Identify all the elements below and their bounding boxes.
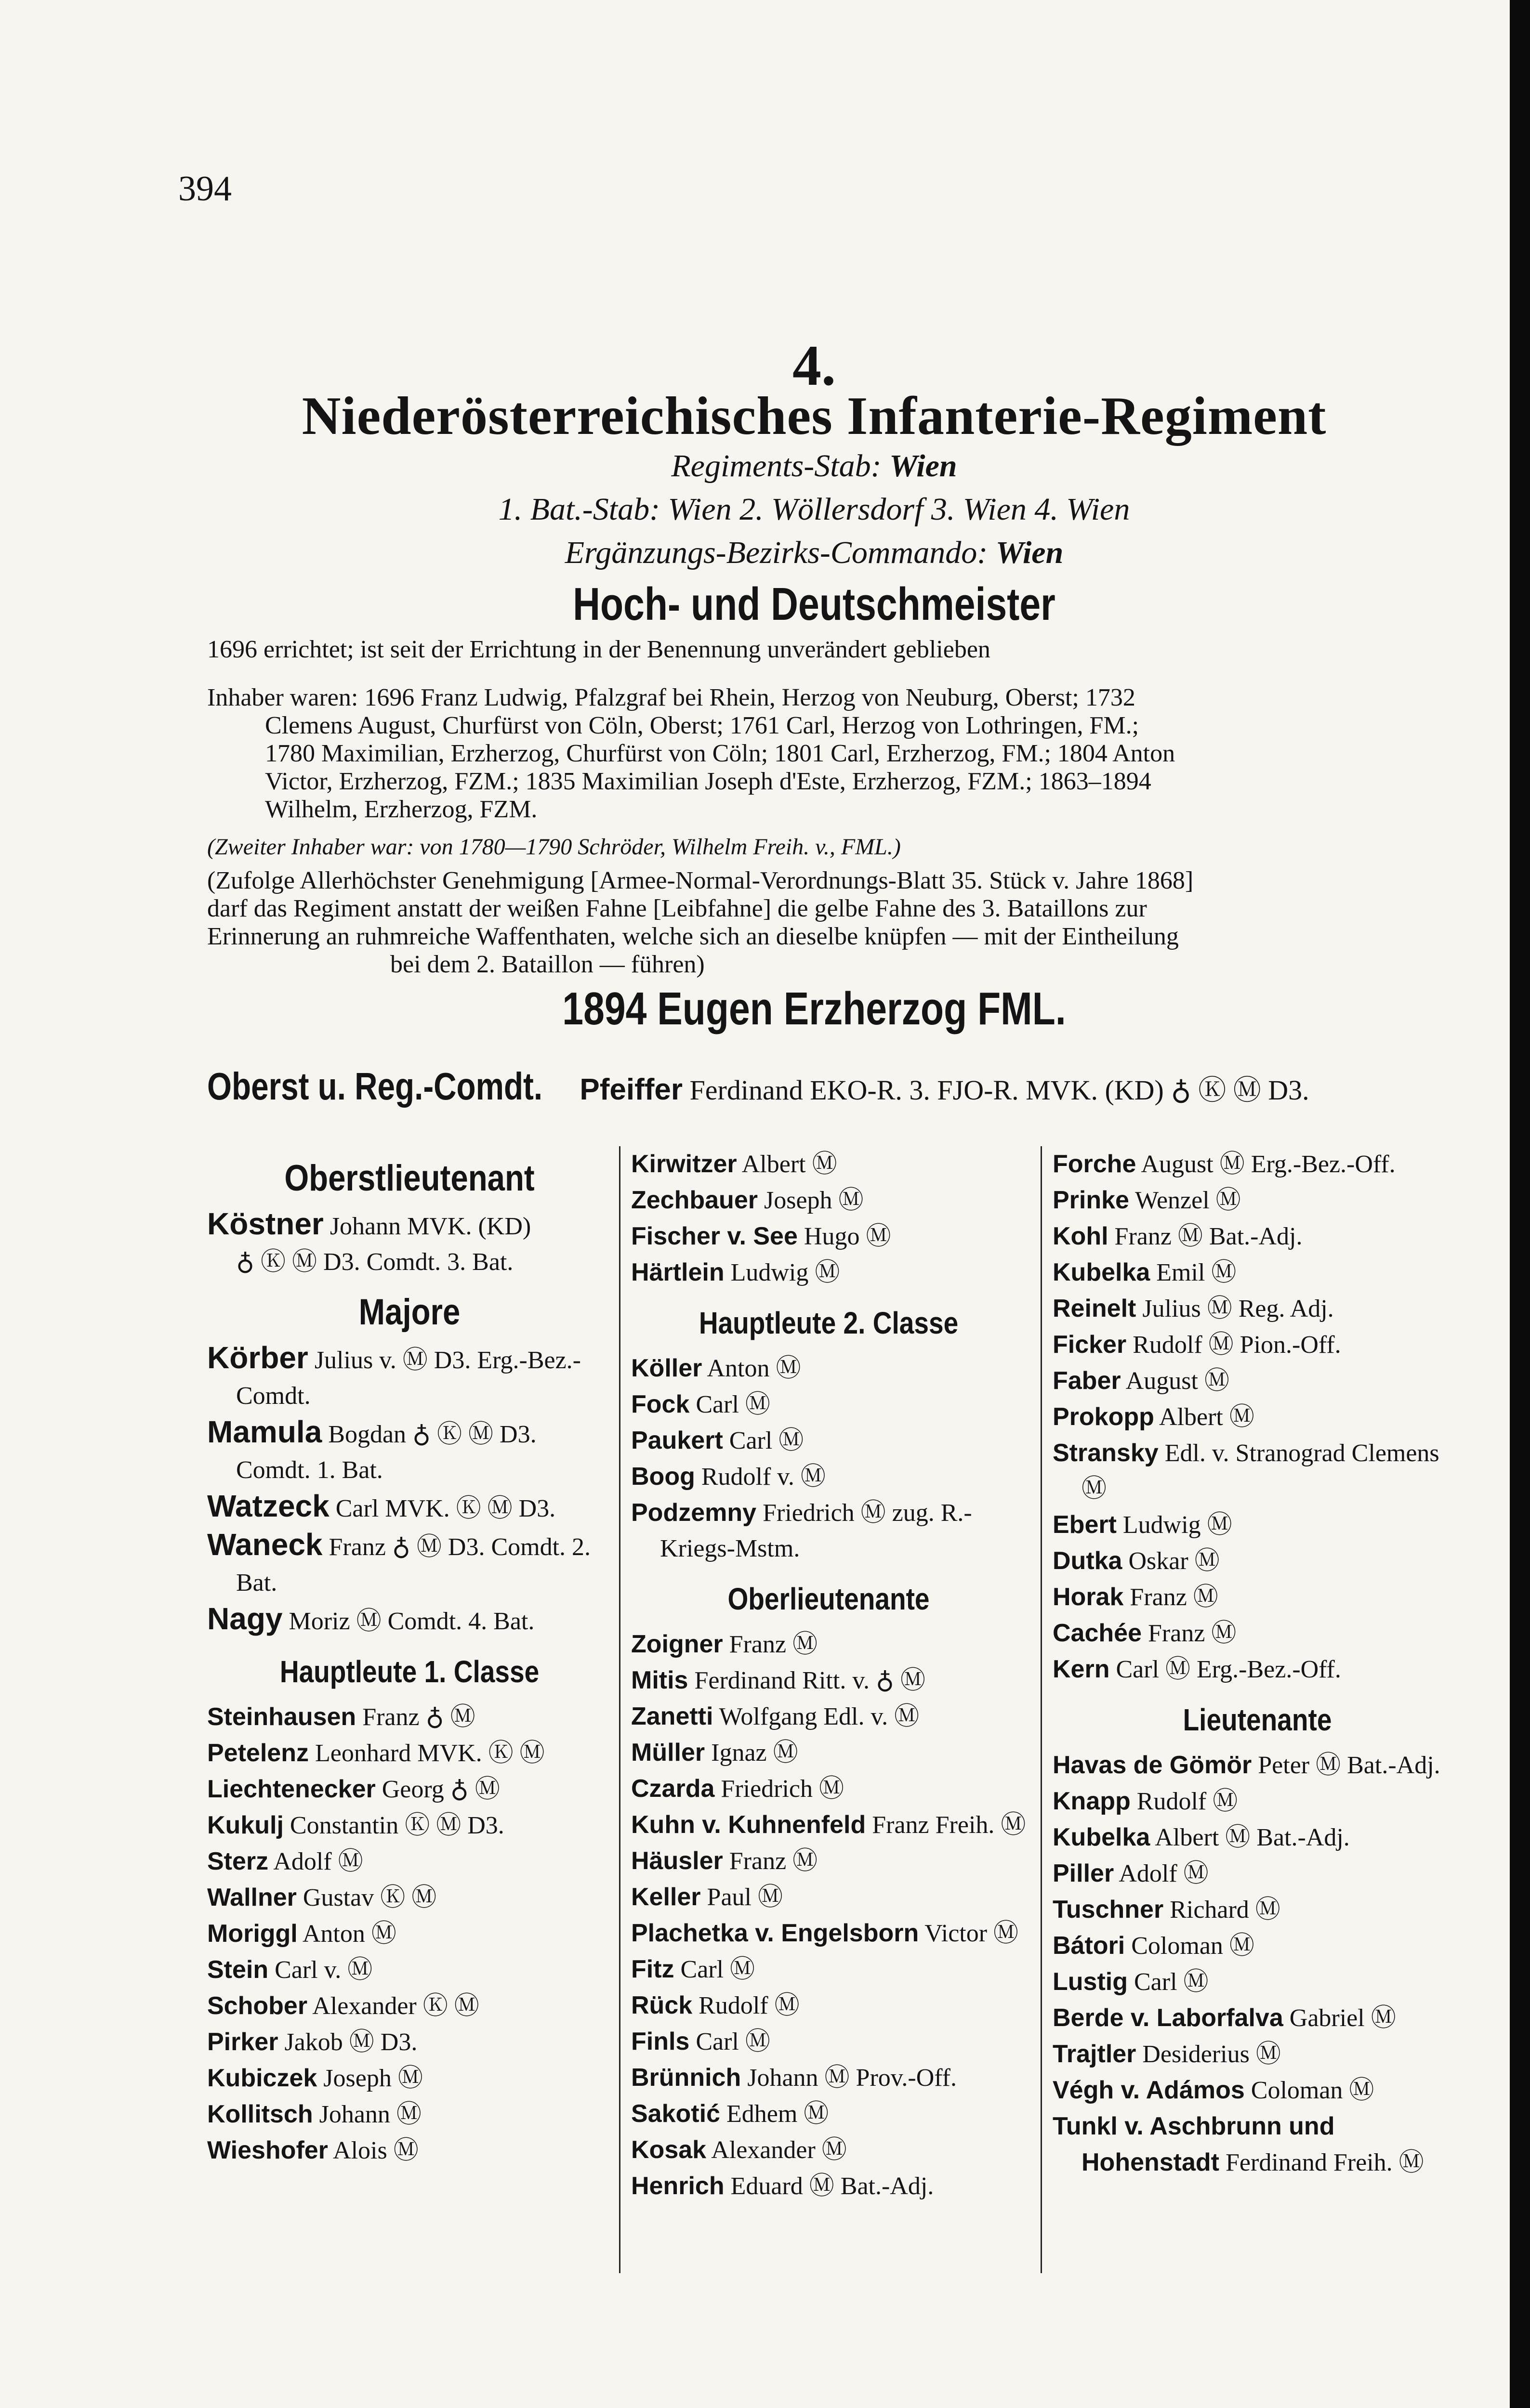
entry-surname: Moriggl bbox=[207, 1920, 298, 1948]
entry-lieutenant bbox=[1053, 2036, 1462, 2072]
entry-details: Joseph Ⓜ bbox=[317, 2065, 423, 2092]
entry-details: Constantin Ⓚ Ⓜ D3. bbox=[283, 1812, 504, 1839]
entry-oberstlieutenant bbox=[207, 1244, 612, 1280]
entry-surname: Wieshofer bbox=[207, 2136, 328, 2164]
entry-details: Alexander Ⓚ Ⓜ bbox=[307, 1992, 479, 2020]
entry-oberlieutenant bbox=[631, 1735, 1026, 1771]
entry-surname: Kosak bbox=[631, 2136, 707, 2164]
entry-surname: Mamula bbox=[207, 1414, 322, 1449]
entry-hauptmann-1 bbox=[207, 1735, 612, 1771]
entry-details: Gustav Ⓚ Ⓜ bbox=[296, 1884, 437, 1911]
entry-surname: Fitz bbox=[631, 1955, 674, 1983]
entry-details: Wenzel Ⓜ bbox=[1129, 1187, 1241, 1214]
entry-details: Franz Ⓜ Bat.-Adj. bbox=[1108, 1223, 1303, 1250]
entry-surname: Fock bbox=[631, 1390, 690, 1418]
entry-details: Adolf Ⓜ bbox=[1114, 1860, 1209, 1887]
entry-details: Johann MVK. (KD) bbox=[323, 1213, 531, 1240]
entry-surname: Pirker bbox=[207, 2028, 278, 2056]
entry-oberlieutenant bbox=[631, 1699, 1026, 1735]
entry-hauptmann-2 bbox=[631, 1387, 1026, 1423]
entry-hauptmann-1 bbox=[207, 1699, 612, 1735]
entry-surname: Trajtler bbox=[1053, 2040, 1136, 2068]
entry-surname: Zanetti bbox=[631, 1702, 713, 1730]
entry-lieutenant bbox=[1053, 2000, 1462, 2036]
entry-details: Adolf Ⓜ bbox=[268, 1848, 363, 1875]
entry-hauptmann-1 bbox=[207, 2024, 612, 2060]
entry-surname: Kubiczek bbox=[207, 2064, 317, 2092]
entry-oberlieutenant bbox=[1053, 1543, 1462, 1579]
entry-surname: Köstner bbox=[207, 1206, 324, 1241]
entry-hauptmann-1 bbox=[631, 1218, 1026, 1255]
regiments-stab bbox=[145, 448, 1484, 484]
entry-details: Gabriel Ⓜ bbox=[1283, 2004, 1396, 2032]
entry-details: Franz Ⓜ bbox=[1123, 1584, 1218, 1611]
entry-details: Julius v. Ⓜ D3. Erg.-Bez.-Comdt. bbox=[236, 1347, 581, 1410]
zufolge-line: (Zufolge Allerhöchster Genehmigung [Armee-Normal-Verordnungs-Blatt 35. Stück v. Jahre 1868] bbox=[207, 867, 1194, 894]
entry-major bbox=[207, 1527, 612, 1601]
entry-details: Edhem Ⓜ bbox=[720, 2100, 829, 2128]
entry-surname: Knapp bbox=[1053, 1787, 1131, 1815]
entry-details: Oskar Ⓜ bbox=[1122, 1547, 1220, 1575]
entry-oberlieutenant bbox=[631, 1626, 1026, 1662]
entry-surname: Körber bbox=[207, 1340, 308, 1375]
entry-lieutenant bbox=[1053, 1819, 1462, 1856]
zufolge-line: darf das Regiment anstatt der weißen Fahne [Leibfahne] die gelbe Fahne des 3. Bataillons zur bbox=[207, 895, 1147, 922]
entry-details: Jakob Ⓜ D3. bbox=[278, 2028, 418, 2056]
entry-details: Johann Ⓜ Prov.-Off. bbox=[741, 2064, 957, 2092]
entry-surname: Kuhn v. Kuhnenfeld bbox=[631, 1811, 866, 1839]
entry-hauptmann-2 bbox=[631, 1423, 1026, 1459]
entry-surname: Ficker bbox=[1053, 1331, 1127, 1359]
entry-surname: Czarda bbox=[631, 1775, 715, 1803]
entry-surname: Müller bbox=[631, 1739, 705, 1767]
entry-details: Franz Freih. Ⓜ bbox=[866, 1811, 1026, 1839]
entry-oberlieutenant bbox=[631, 1771, 1026, 1807]
entry-oberlieutenant bbox=[631, 2060, 1026, 2096]
entry-hauptmann-1 bbox=[207, 1952, 612, 1988]
entry-oberlieutenant bbox=[631, 2096, 1026, 2132]
entry-details: Georg ♁ Ⓜ bbox=[375, 1776, 500, 1803]
zweiter-inhaber: (Zweiter Inhaber war: von 1780—1790 Schröder, Wilhelm Freih. v., FML.) bbox=[207, 834, 901, 860]
entry-details: Coloman Ⓜ bbox=[1125, 1932, 1254, 1960]
entry-surname: Rück bbox=[631, 1991, 693, 2019]
entry-lieutenant bbox=[1053, 1747, 1462, 1783]
founded-line: 1696 errichtet; ist seit der Errichtung in der Benennung unverändert geblieben bbox=[207, 636, 990, 663]
entry-surname: Paukert bbox=[631, 1426, 723, 1454]
entry-oberstlieutenant bbox=[207, 1206, 612, 1244]
entry-details: Ludwig Ⓜ bbox=[724, 1259, 840, 1286]
entry-details: Friedrich Ⓜ bbox=[714, 1775, 844, 1803]
entry-oberlieutenant bbox=[1053, 1615, 1462, 1651]
entry-surname: Berde v. Laborfalva bbox=[1053, 2004, 1283, 2032]
heading-hauptleute-1: Hauptleute 1. Classe bbox=[279, 1654, 540, 1689]
page-number: 394 bbox=[178, 169, 232, 209]
entry-details: Paul Ⓜ bbox=[700, 1884, 783, 1911]
entry-surname: Härtlein bbox=[631, 1258, 725, 1286]
column-1 bbox=[207, 1146, 612, 2169]
entry-hauptmann-1 bbox=[207, 1880, 612, 1916]
entry-surname: Kubelka bbox=[1053, 1823, 1150, 1851]
entry-details: Coloman Ⓜ bbox=[1244, 2077, 1374, 2104]
entry-details: Carl Ⓜ bbox=[689, 1391, 770, 1418]
oberst-line bbox=[207, 1064, 1460, 1109]
entry-lieutenant bbox=[1053, 1892, 1462, 1928]
entry-oberlieutenant bbox=[631, 1988, 1026, 2024]
entry-surname: Kubelka bbox=[1053, 1258, 1150, 1286]
honorific-title: Hoch- und Deutschmeister bbox=[573, 578, 1055, 630]
inhaber-line: Clemens August, Churfürst von Cöln, Oberst; 1761 Carl, Herzog von Lothringen, FM.; bbox=[265, 712, 1139, 739]
entry-hauptmann-1 bbox=[207, 1916, 612, 1952]
heading-oberstlieutenant: Oberstlieutenant bbox=[284, 1158, 535, 1199]
entry-details: Carl v. Ⓜ bbox=[268, 1956, 373, 1984]
entry-oberlieutenant bbox=[631, 1662, 1026, 1699]
entry-details: Ferdinand Ritt. v. ♁ Ⓜ bbox=[688, 1667, 925, 1694]
inhaber-paragraph bbox=[207, 684, 1440, 824]
entry-details: Albert Ⓜ bbox=[737, 1151, 837, 1178]
entry-details: Rudolf Ⓜ bbox=[1130, 1788, 1238, 1815]
entry-surname: Dutka bbox=[1053, 1547, 1122, 1575]
entry-surname: Watzeck bbox=[207, 1489, 330, 1523]
entry-details: Carl MVK. Ⓚ Ⓜ D3. bbox=[329, 1495, 556, 1522]
entry-major bbox=[207, 1601, 612, 1639]
entry-oberlieutenant bbox=[631, 1807, 1026, 1843]
entry-details: Carl Ⓜ Erg.-Bez.-Off. bbox=[1109, 1656, 1341, 1683]
entry-surname: Forche bbox=[1053, 1150, 1136, 1178]
entry-details: Franz Ⓜ bbox=[1142, 1620, 1237, 1647]
entry-oberlieutenant bbox=[1053, 1146, 1462, 1182]
current-inhaber: 1894 Eugen Erzherzog FML. bbox=[562, 983, 1066, 1034]
stab-label: Regiments-Stab: bbox=[671, 448, 882, 484]
entry-details: ♁ Ⓚ Ⓜ D3. Comdt. 3. Bat. bbox=[236, 1248, 514, 1276]
entry-details: Ignaz Ⓜ bbox=[705, 1739, 798, 1767]
entry-details: Carl Ⓜ bbox=[723, 1427, 804, 1454]
entry-hauptmann-1 bbox=[631, 1182, 1026, 1218]
entry-surname: Sterz bbox=[207, 1847, 269, 1875]
entry-surname: Köller bbox=[631, 1354, 702, 1382]
entry-details: Moriz Ⓜ Comdt. 4. Bat. bbox=[282, 1608, 535, 1635]
entry-details: Carl Ⓜ bbox=[689, 2028, 770, 2055]
entry-details: Anton Ⓜ bbox=[297, 1920, 396, 1948]
entry-surname: Steinhausen bbox=[207, 1703, 356, 1731]
entry-surname: Kohl bbox=[1053, 1222, 1108, 1250]
entry-major bbox=[207, 1340, 612, 1414]
entry-surname: Tunkl v. Aschbrunn und Hohenstadt bbox=[1053, 2112, 1335, 2176]
column-2 bbox=[631, 1146, 1026, 2204]
entry-oberlieutenant bbox=[1053, 1507, 1462, 1543]
entry-details: Alois Ⓜ bbox=[328, 2137, 419, 2164]
entry-lieutenant bbox=[1053, 1783, 1462, 1819]
entry-surname: Kirwitzer bbox=[631, 1150, 737, 1178]
entry-details: Rudolf Ⓜ Pion.-Off. bbox=[1126, 1331, 1341, 1359]
zufolge-line: bei dem 2. Bataillon — führen) bbox=[390, 951, 705, 978]
scan-edge-right bbox=[1510, 0, 1530, 2408]
regiment-number: 4. bbox=[792, 333, 836, 397]
entry-surname: Wallner bbox=[207, 1884, 297, 1911]
heading-lieutenante: Lieutenante bbox=[1183, 1702, 1332, 1737]
inhaber-line: 1780 Maximilian, Erzherzog, Churfürst von Cöln; 1801 Carl, Erzherzog, FM.; 1804 Anton bbox=[265, 740, 1175, 767]
entry-details: Franz Ⓜ bbox=[723, 1847, 818, 1875]
entry-surname: Kukulj bbox=[207, 1811, 284, 1839]
entry-surname: Zechbauer bbox=[631, 1186, 758, 1214]
inhaber-line: Victor, Erzherzog, FZM.; 1835 Maximilian Joseph d'Este, Erzherzog, FZM.; 1863–1894 bbox=[265, 768, 1151, 795]
entry-surname: Stein bbox=[207, 1956, 269, 1984]
entry-details: Rudolf Ⓜ bbox=[692, 1992, 800, 2019]
entry-oberlieutenant bbox=[631, 2132, 1026, 2168]
entry-surname: Bátori bbox=[1053, 1932, 1125, 1960]
entry-surname: Kollitsch bbox=[207, 2100, 313, 2128]
entry-surname: Végh v. Adámos bbox=[1053, 2076, 1245, 2104]
column-divider bbox=[1041, 1146, 1042, 2273]
entry-surname: Reinelt bbox=[1053, 1295, 1136, 1322]
entry-oberlieutenant bbox=[1053, 1291, 1462, 1327]
entry-surname: Nagy bbox=[207, 1601, 283, 1636]
entry-details: Johann Ⓜ bbox=[313, 2101, 422, 2128]
entry-surname: Schober bbox=[207, 1992, 308, 2020]
entry-oberlieutenant bbox=[631, 1951, 1026, 1988]
entry-lieutenant bbox=[1053, 2108, 1462, 2181]
entry-hauptmann-1 bbox=[207, 1807, 612, 1844]
entry-details: Carl Ⓜ bbox=[1127, 1968, 1209, 1996]
entry-surname: Häusler bbox=[631, 1847, 723, 1875]
entry-details: Richard Ⓜ bbox=[1163, 1896, 1280, 1924]
entry-surname: Horak bbox=[1053, 1583, 1124, 1611]
entry-surname: Tuschner bbox=[1053, 1896, 1164, 1924]
entry-details: Emil Ⓜ bbox=[1150, 1259, 1237, 1286]
entry-details: Hugo Ⓜ bbox=[797, 1223, 891, 1250]
column-divider bbox=[619, 1146, 620, 2273]
entry-oberlieutenant bbox=[631, 1843, 1026, 1879]
entry-oberlieutenant bbox=[631, 2024, 1026, 2060]
entry-surname: Ebert bbox=[1053, 1511, 1117, 1539]
entry-details: Ludwig Ⓜ bbox=[1116, 1511, 1232, 1539]
entry-hauptmann-1 bbox=[207, 1771, 612, 1807]
entry-surname: Podzemny bbox=[631, 1499, 757, 1527]
entry-surname: Stransky bbox=[1053, 1439, 1159, 1467]
entry-hauptmann-1 bbox=[631, 1255, 1026, 1291]
oberst-details: Ferdinand EKO-R. 3. FJO-R. MVK. (KD) ♁ Ⓚ Ⓜ D3. bbox=[689, 1074, 1309, 1106]
battalion-stations: 1. Bat.-Stab: Wien 2. Wöllersdorf 3. Wien 4. Wien bbox=[498, 492, 1130, 527]
entry-surname: Petelenz bbox=[207, 1739, 309, 1767]
entry-hauptmann-1 bbox=[207, 2096, 612, 2133]
entry-details: August Ⓜ bbox=[1121, 1367, 1229, 1395]
entry-lieutenant bbox=[1053, 1856, 1462, 1892]
entry-surname: Prinke bbox=[1053, 1186, 1129, 1214]
entry-surname: Piller bbox=[1053, 1859, 1114, 1887]
entry-lieutenant bbox=[1053, 1964, 1462, 2000]
entry-details: Edl. v. Stranograd Clemens Ⓜ bbox=[1082, 1440, 1439, 1503]
entry-details: Albert Ⓜ bbox=[1154, 1403, 1254, 1431]
heading-hauptleute-2: Hauptleute 2. Classe bbox=[699, 1306, 959, 1340]
entry-details: Anton Ⓜ bbox=[702, 1355, 801, 1382]
entry-details: Bogdan ♁ Ⓚ Ⓜ D3. Comdt. 1. Bat. bbox=[236, 1421, 537, 1484]
zufolge-line: Erinnerung an ruhmreiche Waffenthaten, welche sich an dieselbe knüpfen — mit der Eintheilung bbox=[207, 923, 1179, 950]
entry-details: Franz ♁ Ⓜ D3. Comdt. 2. Bat. bbox=[236, 1533, 591, 1597]
entry-oberlieutenant bbox=[1053, 1651, 1462, 1688]
entry-surname: Keller bbox=[631, 1883, 701, 1911]
entry-surname: Cachée bbox=[1053, 1619, 1142, 1647]
entry-details: Julius Ⓜ Reg. Adj. bbox=[1136, 1295, 1334, 1322]
entry-details: Ferdinand Freih. Ⓜ bbox=[1219, 2149, 1424, 2176]
heading-majore: Majore bbox=[358, 1292, 461, 1333]
ergaenzung-place: Wien bbox=[995, 535, 1064, 570]
entry-lieutenant bbox=[1053, 2072, 1462, 2108]
entry-details: Wolfgang Edl. v. Ⓜ bbox=[713, 1703, 920, 1730]
entry-details: Eduard Ⓜ Bat.-Adj. bbox=[724, 2172, 934, 2200]
entry-oberlieutenant bbox=[1053, 1363, 1462, 1399]
entry-oberlieutenant bbox=[1053, 1327, 1462, 1363]
entry-hauptmann-1 bbox=[207, 2060, 612, 2096]
entry-hauptmann-1 bbox=[207, 2133, 612, 2169]
entry-hauptmann-1 bbox=[631, 1146, 1026, 1182]
entry-lieutenant bbox=[1053, 1928, 1462, 1964]
heading-oberlieutenante: Oberlieutenante bbox=[727, 1582, 930, 1616]
entry-details: August Ⓜ Erg.-Bez.-Off. bbox=[1136, 1151, 1396, 1178]
inhaber-line: Wilhelm, Erzherzog, FZM. bbox=[265, 796, 538, 823]
entry-details: Friedrich Ⓜ zug. R.-Kriegs-Mstm. bbox=[660, 1499, 972, 1562]
entry-details: Albert Ⓜ Bat.-Adj. bbox=[1150, 1824, 1350, 1851]
entry-oberlieutenant bbox=[1053, 1399, 1462, 1435]
regiment-name: Niederösterreichisches Infanterie-Regiment bbox=[302, 386, 1327, 446]
entry-oberlieutenant bbox=[1053, 1255, 1462, 1291]
entry-hauptmann-2 bbox=[631, 1350, 1026, 1387]
entry-hauptmann-2 bbox=[631, 1495, 1026, 1567]
entry-surname: Mitis bbox=[631, 1666, 688, 1694]
entry-major bbox=[207, 1488, 612, 1527]
stab-place: Wien bbox=[889, 448, 957, 484]
entry-surname: Prokopp bbox=[1053, 1403, 1154, 1431]
entry-surname: Boog bbox=[631, 1463, 695, 1491]
entry-details: Franz Ⓜ bbox=[723, 1631, 818, 1658]
entry-surname: Lustig bbox=[1053, 1968, 1128, 1996]
entry-surname: Sakotić bbox=[631, 2100, 720, 2128]
entry-details: Victor Ⓜ bbox=[919, 1920, 1019, 1947]
entry-major bbox=[207, 1414, 612, 1488]
entry-surname: Zoigner bbox=[631, 1630, 723, 1658]
entry-surname: Finls bbox=[631, 2028, 690, 2055]
entry-hauptmann-1 bbox=[207, 1844, 612, 1880]
entry-surname: Plachetka v. Engelsborn bbox=[631, 1919, 919, 1947]
ergaenzung-label: Ergänzungs-Bezirks-Commando: bbox=[565, 535, 988, 570]
column-3 bbox=[1053, 1146, 1462, 2181]
entry-details: Peter Ⓜ Bat.-Adj. bbox=[1252, 1752, 1440, 1779]
entry-surname: Fischer v. See bbox=[631, 1222, 798, 1250]
oberst-name: Pfeiffer bbox=[580, 1073, 683, 1106]
entry-oberlieutenant bbox=[631, 2168, 1026, 2204]
inhaber-line: Inhaber waren: 1696 Franz Ludwig, Pfalzgraf bei Rhein, Herzog von Neuburg, Oberst; 1732 bbox=[207, 684, 1135, 711]
entry-surname: Kern bbox=[1053, 1655, 1110, 1683]
entry-surname: Liechtenecker bbox=[207, 1775, 376, 1803]
entry-surname: Faber bbox=[1053, 1367, 1121, 1395]
entry-oberlieutenant bbox=[631, 1915, 1026, 1951]
entry-details: Carl Ⓜ bbox=[674, 1956, 755, 1983]
entry-details: Leonhard MVK. Ⓚ Ⓜ bbox=[308, 1740, 545, 1767]
entry-hauptmann-2 bbox=[631, 1459, 1026, 1495]
oberst-label: Oberst u. Reg.-Comdt. bbox=[207, 1065, 543, 1108]
entry-surname: Havas de Gömör bbox=[1053, 1751, 1252, 1779]
entry-details: Desiderius Ⓜ bbox=[1136, 2041, 1281, 2068]
entry-details: Alexander Ⓜ bbox=[706, 2136, 847, 2164]
entry-surname: Henrich bbox=[631, 2172, 725, 2200]
entry-surname: Waneck bbox=[207, 1527, 323, 1562]
entry-details: Rudolf v. Ⓜ bbox=[695, 1463, 826, 1491]
entry-oberlieutenant bbox=[1053, 1218, 1462, 1255]
entry-details: Joseph Ⓜ bbox=[757, 1187, 864, 1214]
entry-surname: Brünnich bbox=[631, 2064, 741, 2092]
zufolge-paragraph bbox=[207, 867, 1440, 979]
entry-hauptmann-1 bbox=[207, 1988, 612, 2024]
entry-oberlieutenant bbox=[1053, 1182, 1462, 1218]
entry-oberlieutenant bbox=[1053, 1579, 1462, 1615]
entry-oberlieutenant bbox=[1053, 1435, 1462, 1507]
ergaenzungs-commando bbox=[145, 535, 1484, 571]
entry-details: Franz ♁ Ⓜ bbox=[356, 1703, 475, 1731]
entry-oberlieutenant bbox=[631, 1879, 1026, 1915]
